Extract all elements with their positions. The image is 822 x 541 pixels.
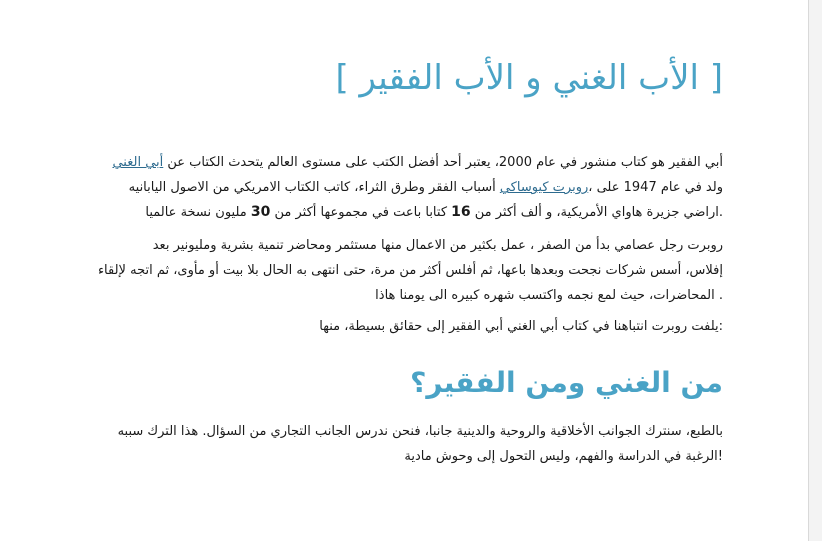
title-text: الأب الغني و الأب الفقير [359, 58, 699, 98]
paragraph-line [96, 150, 723, 175]
paragraph-intro [96, 150, 723, 225]
paragraph-line: :يلفت روبرت انتباهنا في كتاب أبي الغني أبي الفقير إلى حقائق بسيطة، منها [319, 319, 723, 334]
paragraph-section [96, 419, 723, 469]
text-run: أسباب الفقر وطرق الثراء، كاتب الكتاب الامريكي من الاصول اليابانيه [128, 180, 500, 195]
scrollbar-track[interactable] [809, 0, 822, 541]
text-run: كتابا باعت في مجموعها أكثر من [270, 205, 452, 220]
paragraph-biography [96, 233, 723, 308]
paragraph-line: !الرغبة في الدراسة والفهم، وليس التحول إلى وحوش مادية [404, 449, 723, 464]
paragraph-line: . المحاضرات، حيث لمع نجمه واكتسب شهره كبيره الى يومنا هاذا [375, 288, 723, 303]
link-rich-dad[interactable]: أبي الغني [112, 155, 164, 170]
paragraph-line: بالطبع، سنترك الجوانب الأخلاقية والروحية والدينية جانبا، فنحن ندرس الجانب التجاري من السؤال. هذا الترك سببه [117, 424, 723, 439]
paragraph-line [96, 175, 723, 200]
document-body [96, 50, 723, 469]
number-millions: 30 [250, 204, 271, 220]
title-bracket-open: [ [709, 58, 723, 98]
paragraph-lead-in [96, 314, 723, 339]
text-run: أبي الفقير هو كتاب منشور في عام 2000، يعتبر أحد أفضل الكتب على مستوى العالم يتحدث الكتاب عن [163, 155, 723, 170]
text-run: مليون نسخة عالميا [145, 205, 251, 220]
text-run: ولد في عام 1947 على ، [588, 180, 723, 195]
title-bracket-close: ] [335, 58, 349, 98]
paragraph-line: روبرت رجل عصامي بدأ من الصفر ، عمل بكثير من الاعمال منها مستثمر ومحاضر تنمية بشرية ومليونير بعد [152, 238, 723, 253]
paragraph-line [96, 200, 723, 225]
text-run: .اراضي جزيرة هاواي الأمريكية، و ألف أكثر من [470, 205, 723, 220]
document-title [96, 50, 723, 106]
number-books: 16 [451, 204, 471, 220]
link-robert-kiyosaki[interactable]: روبرت كيوساكي [499, 180, 589, 195]
paragraph-line: إفلاس، أسس شركات نجحت وبعدها باعها، ثم أفلس أكثر من مرة، حتى انتهى به الحال بلا بيت أو مأوى، ثم اتجه لإلقاء [97, 263, 723, 278]
section-heading: من الغني ومن الفقير؟ [410, 366, 723, 399]
